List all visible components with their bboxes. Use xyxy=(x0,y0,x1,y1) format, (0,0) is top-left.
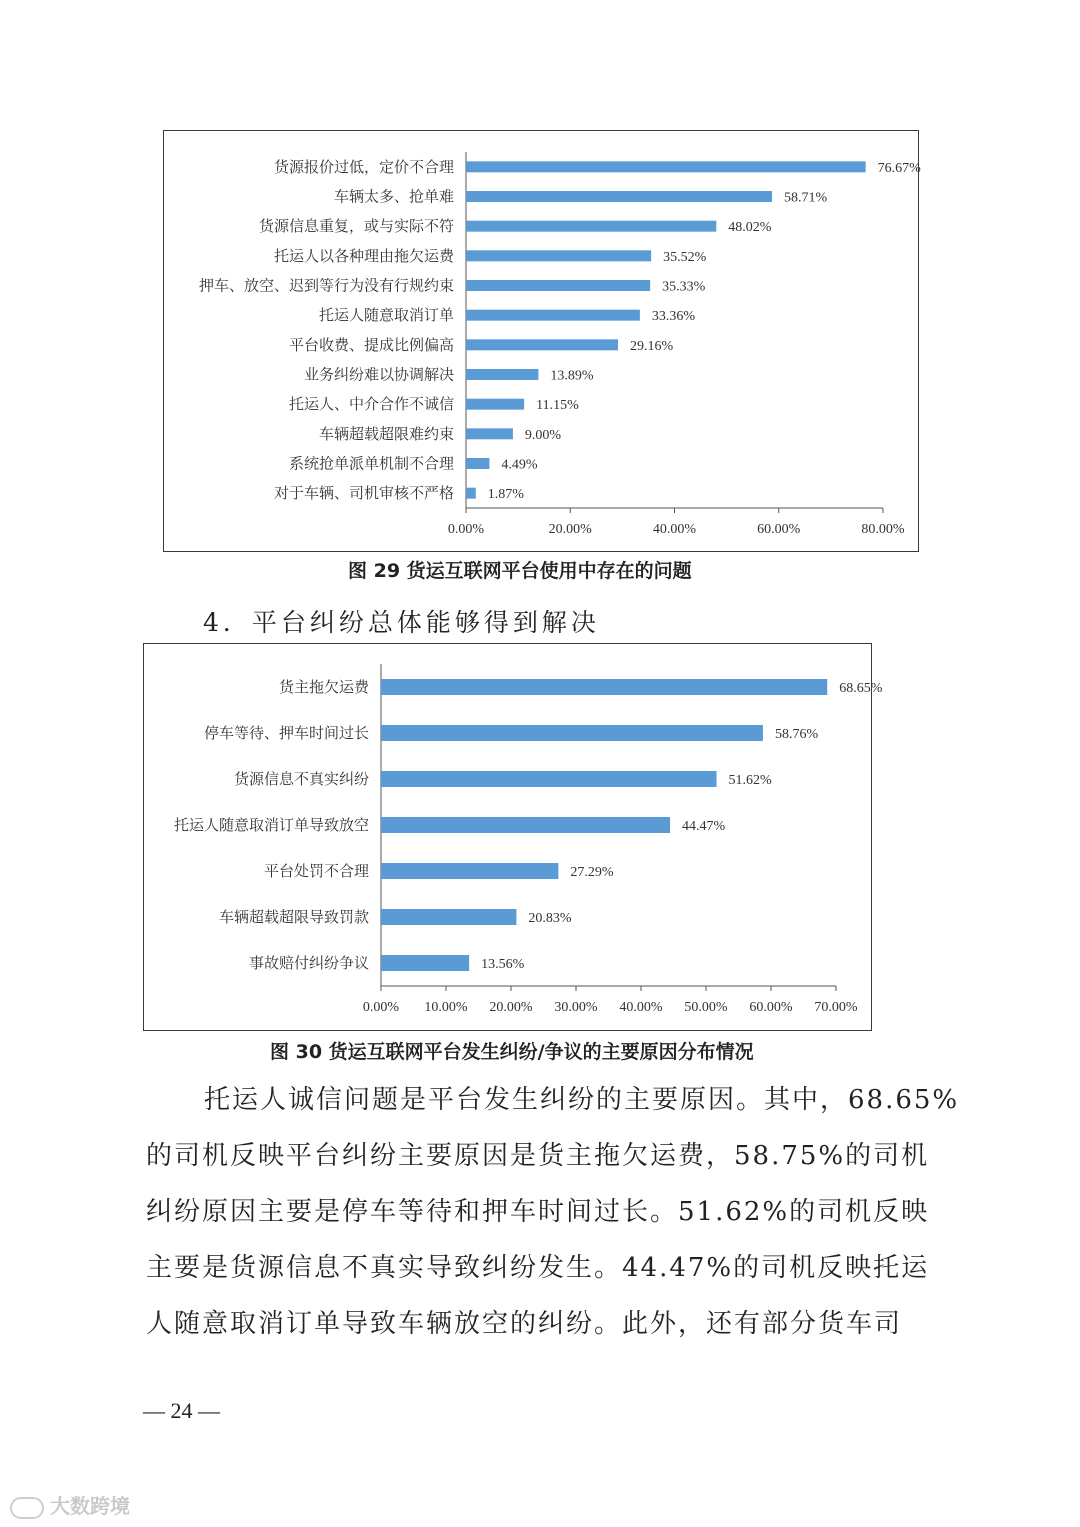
category-label: 货源信息不真实纠纷 xyxy=(233,770,369,788)
bar xyxy=(466,280,650,291)
bar xyxy=(466,428,513,439)
data-label: 68.65% xyxy=(839,681,883,696)
watermark-logo-icon xyxy=(10,1497,44,1519)
data-label: 20.83% xyxy=(528,911,572,926)
data-label: 33.36% xyxy=(651,309,696,325)
chart-dispute-reasons-svg xyxy=(144,644,883,1030)
data-label: 76.67% xyxy=(877,160,921,176)
x-tick-label: 60.00% xyxy=(749,1000,793,1015)
category-label: 系统抢单派单机制不合理 xyxy=(288,454,454,473)
bar xyxy=(466,250,651,261)
figure-29-caption: 图 29 货运互联网平台使用中存在的问题 xyxy=(348,560,692,582)
bar xyxy=(466,339,618,350)
x-tick-label: 20.00% xyxy=(548,522,592,537)
data-label: 48.02% xyxy=(728,220,772,236)
data-label: 13.89% xyxy=(550,368,594,384)
bar xyxy=(466,221,716,232)
chart-dispute-reasons xyxy=(143,643,883,1031)
bar xyxy=(466,161,866,172)
body-line: 人随意取消订单导致车辆放空的纠纷。此外，还有部分货车司 xyxy=(146,1309,903,1339)
data-label: 51.62% xyxy=(728,773,772,788)
category-label: 货源信息重复，或与实际不符 xyxy=(258,217,454,236)
body-line: 托运人诚信问题是平台发生纠纷的主要原因。其中，68.65% xyxy=(204,1085,960,1115)
figure-30-caption: 图 30 货运互联网平台发生纠纷/争议的主要原因分布情况 xyxy=(270,1041,754,1063)
x-tick-label: 80.00% xyxy=(861,522,905,537)
watermark xyxy=(10,1490,130,1519)
data-label: 44.47% xyxy=(682,819,726,834)
category-label: 押车、放空、迟到等行为没有行规约束 xyxy=(198,276,454,295)
data-label: 35.52% xyxy=(663,249,707,265)
x-tick-label: 30.00% xyxy=(554,1000,598,1015)
x-tick-label: 70.00% xyxy=(814,1000,858,1015)
category-label: 托运人以各种理由拖欠运费 xyxy=(273,246,454,265)
category-label: 托运人随意取消订单 xyxy=(318,306,454,325)
x-tick-label: 20.00% xyxy=(489,1000,533,1015)
bar xyxy=(466,191,772,202)
bar xyxy=(381,909,516,925)
bar xyxy=(381,817,670,833)
page-number: — 24 — xyxy=(143,1398,220,1423)
x-tick-label: 0.00% xyxy=(362,1000,400,1015)
body-line: 的司机反映平台纠纷主要原因是货主拖欠运费，58.75%的司机 xyxy=(146,1141,930,1171)
category-label: 货主拖欠运费 xyxy=(278,678,369,696)
x-tick-label: 60.00% xyxy=(757,522,801,537)
data-label: 4.49% xyxy=(501,457,538,473)
chart-platform-problems xyxy=(163,130,919,552)
bar xyxy=(466,488,476,499)
data-label: 11.15% xyxy=(536,398,579,414)
x-tick-label: 40.00% xyxy=(652,522,697,537)
x-tick-label: 0.00% xyxy=(447,522,485,537)
bar xyxy=(381,725,763,741)
category-label: 车辆太多、抢单难 xyxy=(333,187,454,206)
body-paragraph xyxy=(146,1078,960,1358)
category-label: 车辆超载超限难约束 xyxy=(318,424,454,443)
bar xyxy=(381,679,827,695)
bar xyxy=(466,369,538,380)
data-label: 58.76% xyxy=(774,727,819,742)
data-label: 13.56% xyxy=(481,957,525,972)
body-line: 纠纷原因主要是停车等待和押车时间过长。51.62%的司机反映 xyxy=(146,1197,930,1227)
bar xyxy=(466,399,524,410)
data-label: 9.00% xyxy=(524,427,562,443)
bar xyxy=(381,863,558,879)
bar xyxy=(466,310,640,321)
category-label: 车辆超载超限导致罚款 xyxy=(218,908,369,926)
data-label: 29.16% xyxy=(629,338,674,354)
data-label: 58.71% xyxy=(784,190,828,206)
category-label: 托运人、中介合作不诚信 xyxy=(288,395,454,414)
category-label: 平台处罚不合理 xyxy=(263,862,369,880)
data-label: 1.87% xyxy=(487,487,524,503)
chart-platform-problems-svg xyxy=(164,131,921,551)
x-tick-label: 10.00% xyxy=(424,1000,468,1015)
x-tick-label: 50.00% xyxy=(684,1000,728,1015)
category-label: 平台收费、提成比例偏高 xyxy=(288,335,454,354)
bar xyxy=(381,771,717,787)
data-label: 35.33% xyxy=(662,279,706,295)
watermark-text: 大数跨境 xyxy=(50,1494,130,1518)
category-label: 事故赔付纠纷争议 xyxy=(248,954,369,972)
bar xyxy=(466,458,489,469)
category-label: 货源报价过低，定价不合理 xyxy=(273,157,454,176)
bar xyxy=(381,955,469,971)
category-label: 托运人随意取消订单导致放空 xyxy=(173,816,369,834)
category-label: 对于车辆、司机审核不严格 xyxy=(273,484,454,503)
data-label: 27.29% xyxy=(570,865,614,880)
category-label: 停车等待、押车时间过长 xyxy=(203,724,369,742)
body-line: 主要是货源信息不真实导致纠纷发生。44.47%的司机反映托运 xyxy=(146,1253,930,1283)
section-heading: 4．平台纠纷总体能够得到解决 xyxy=(203,608,600,637)
x-tick-label: 40.00% xyxy=(619,1000,663,1015)
category-label: 业务纠纷难以协调解决 xyxy=(303,365,454,384)
